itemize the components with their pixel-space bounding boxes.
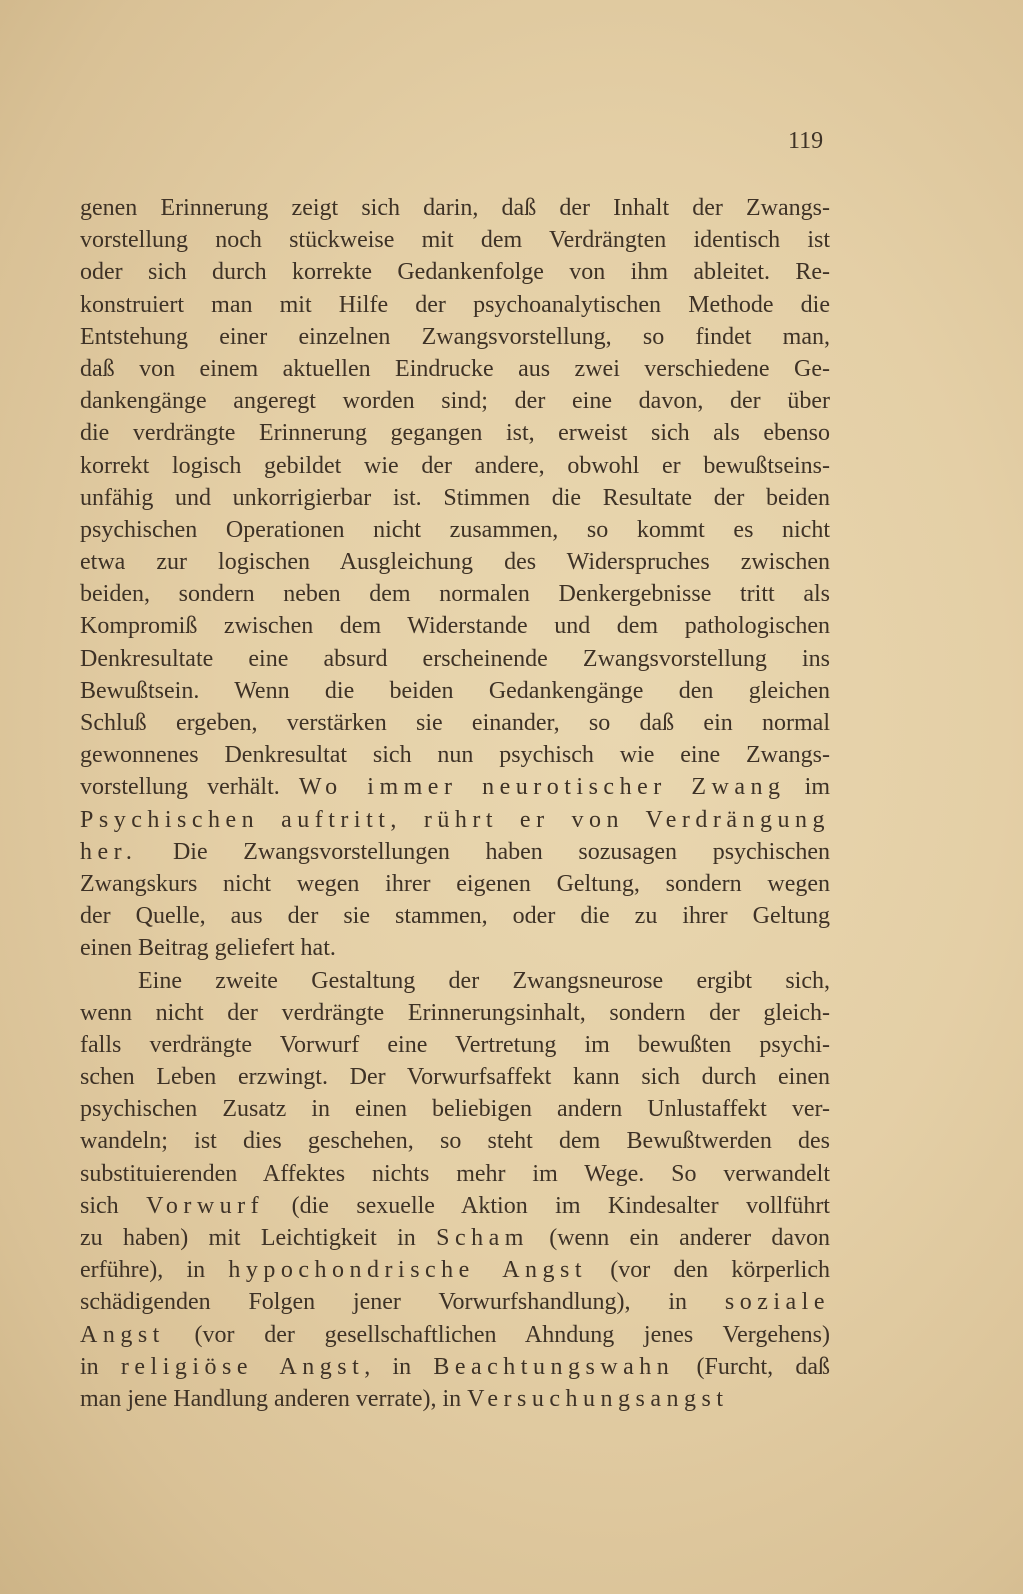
text-line bbox=[80, 289, 830, 321]
text-line bbox=[80, 997, 830, 1029]
text-line bbox=[80, 353, 830, 385]
text-line bbox=[80, 1286, 830, 1318]
text-line bbox=[80, 900, 830, 932]
text-segment: Zwangskurs nicht wegen ihrer eigenen Geltung, sondern wegen bbox=[80, 870, 830, 897]
text-line bbox=[80, 385, 830, 417]
text-segment: sich bbox=[80, 1192, 147, 1219]
text-segment: in bbox=[80, 1353, 121, 1380]
spaced-emphasis: Wo immer neurotischer Zwang bbox=[298, 774, 786, 801]
spaced-emphasis: soziale bbox=[724, 1289, 830, 1316]
spaced-emphasis: hypochondrische Angst bbox=[228, 1257, 588, 1284]
text-segment: Kompromiß zwischen dem Widerstande und dem pathologischen bbox=[80, 613, 830, 640]
spaced-emphasis: Psychischen auftritt, rührt er von Verdrängung bbox=[80, 806, 830, 833]
text-line bbox=[80, 739, 830, 771]
text-segment: wandeln; ist dies geschehen, so steht dem Bewußtwerden des bbox=[80, 1128, 830, 1155]
text-line bbox=[80, 514, 830, 546]
text-segment: (wenn ein anderer davon bbox=[528, 1225, 831, 1251]
text-segment: daß von einem aktuellen Eindrucke aus zwei verschiedene Ge- bbox=[80, 355, 830, 382]
text-segment: die verdrängte Erinnerung gegangen ist, erweist sich als ebenso bbox=[80, 420, 830, 447]
text-segment: vorstellung verhält. bbox=[80, 774, 299, 801]
text-segment: Bewußtsein. Wenn die beiden Gedankengänge den gleichen bbox=[80, 677, 830, 704]
text-line bbox=[80, 675, 830, 707]
text-line bbox=[80, 192, 830, 224]
body-text bbox=[80, 192, 830, 1415]
text-line bbox=[80, 1029, 830, 1061]
text-segment: erführe), in bbox=[80, 1257, 229, 1284]
text-line bbox=[80, 1254, 830, 1286]
text-segment: wenn nicht der verdrängte Erinnerungsinhalt, sondern der gleich- bbox=[80, 999, 830, 1026]
text-segment: man jene Handlung anderen verrate), in bbox=[80, 1385, 468, 1412]
spaced-emphasis: Beachtungswahn bbox=[433, 1353, 675, 1380]
text-segment: oder sich durch korrekte Gedankenfolge von ihm ableitet. Re- bbox=[80, 259, 830, 286]
text-segment: etwa zur logischen Ausgleichung des Widerspruches zwischen bbox=[80, 549, 830, 576]
text-segment: (die sexuelle Aktion im Kindesalter vollführt bbox=[264, 1192, 830, 1219]
text-line bbox=[80, 224, 830, 256]
text-line bbox=[80, 1061, 830, 1093]
text-segment: gewonnenes Denkresultat sich nun psychisch wie eine Zwangs- bbox=[80, 742, 830, 769]
text-segment: unfähig und unkorrigierbar ist. Stimmen die Resultate der beiden bbox=[80, 484, 830, 511]
text-line bbox=[80, 1093, 830, 1125]
text-line bbox=[80, 450, 830, 482]
text-line bbox=[80, 836, 830, 868]
text-line bbox=[80, 321, 830, 353]
text-segment: Schluß ergeben, verstärken sie einander, so daß ein normal bbox=[80, 710, 830, 736]
text-line bbox=[80, 932, 830, 964]
text-segment: Die Zwangsvorstellungen haben sozusagen psychischen bbox=[137, 838, 830, 865]
text-line bbox=[80, 1125, 830, 1157]
text-segment: im bbox=[785, 774, 830, 801]
page-number: 119 bbox=[788, 128, 824, 154]
text-line bbox=[80, 868, 830, 900]
text-line bbox=[80, 417, 830, 449]
text-segment: schädigenden Folgen jener Vorwurfshandlung), in bbox=[80, 1289, 725, 1316]
text-segment: genen Erinnerung zeigt sich darin, daß der Inhalt der Zwangs- bbox=[80, 195, 830, 221]
text-line bbox=[80, 610, 830, 642]
text-segment: vorstellung noch stückweise mit dem Verdrängten identisch ist bbox=[80, 227, 830, 254]
text-segment: Entstehung einer einzelnen Zwangsvorstellung, so findet man, bbox=[80, 323, 830, 350]
text-line bbox=[80, 578, 830, 610]
text-line bbox=[80, 1319, 830, 1351]
text-segment: beiden, sondern neben dem normalen Denkergebnisse tritt als bbox=[80, 581, 830, 608]
text-line bbox=[80, 1383, 830, 1415]
text-line bbox=[80, 1222, 830, 1254]
text-segment: (Furcht, daß bbox=[674, 1353, 830, 1380]
text-segment: korrekt logisch gebildet wie der andere, obwohl er bewußtseins- bbox=[80, 452, 830, 479]
text-segment: einen Beitrag geliefert hat. bbox=[80, 935, 336, 962]
text-line bbox=[80, 771, 830, 803]
text-segment: zu haben) mit Leichtigkeit in bbox=[80, 1225, 437, 1251]
text-segment: der Quelle, aus der sie stammen, oder die zu ihrer Geltung bbox=[80, 903, 830, 930]
text-segment: (vor den körperlich bbox=[587, 1257, 830, 1284]
text-segment: Eine zweite Gestaltung der Zwangsneurose ergibt sich, bbox=[138, 967, 830, 994]
text-segment: (vor der gesellschaftlichen Ahndung jenes Vergehens) bbox=[164, 1321, 830, 1348]
text-segment: substituierenden Affektes nichts mehr im Wege. So verwandelt bbox=[80, 1160, 830, 1187]
text-segment: Denkresultate eine absurd erscheinende Zwangsvorstellung ins bbox=[80, 645, 830, 672]
text-segment: falls verdrängte Vorwurf eine Vertretung im bewußten psychi- bbox=[80, 1031, 830, 1058]
text-segment: schen Leben erzwingt. Der Vorwurfsaffekt kann sich durch einen bbox=[80, 1064, 830, 1091]
spaced-emphasis: Versuchungsangst bbox=[467, 1385, 729, 1412]
text-segment: psychischen Zusatz in einen beliebigen andern Unlustaffekt ver- bbox=[80, 1096, 830, 1123]
text-line bbox=[80, 643, 830, 675]
text-line bbox=[80, 1158, 830, 1190]
text-line bbox=[80, 1190, 830, 1222]
text-line bbox=[80, 256, 830, 288]
text-line bbox=[80, 546, 830, 578]
text-segment: , in bbox=[364, 1353, 434, 1380]
spaced-emphasis: her. bbox=[80, 838, 138, 865]
spaced-emphasis: Angst bbox=[80, 1321, 165, 1348]
text-line bbox=[80, 1351, 830, 1383]
text-line bbox=[80, 482, 830, 514]
text-line bbox=[80, 707, 830, 739]
spaced-emphasis: religiöse Angst bbox=[120, 1353, 365, 1380]
spaced-emphasis: Vorwurf bbox=[146, 1192, 265, 1219]
text-line bbox=[80, 804, 830, 836]
text-segment: psychischen Operationen nicht zusammen, so kommt es nicht bbox=[80, 516, 830, 543]
text-segment: konstruiert man mit Hilfe der psychoanalytischen Methode die bbox=[80, 291, 830, 318]
text-segment: dankengänge angeregt worden sind; der eine davon, der über bbox=[80, 388, 830, 415]
spaced-emphasis: Scham bbox=[436, 1225, 529, 1251]
text-line bbox=[80, 965, 830, 997]
